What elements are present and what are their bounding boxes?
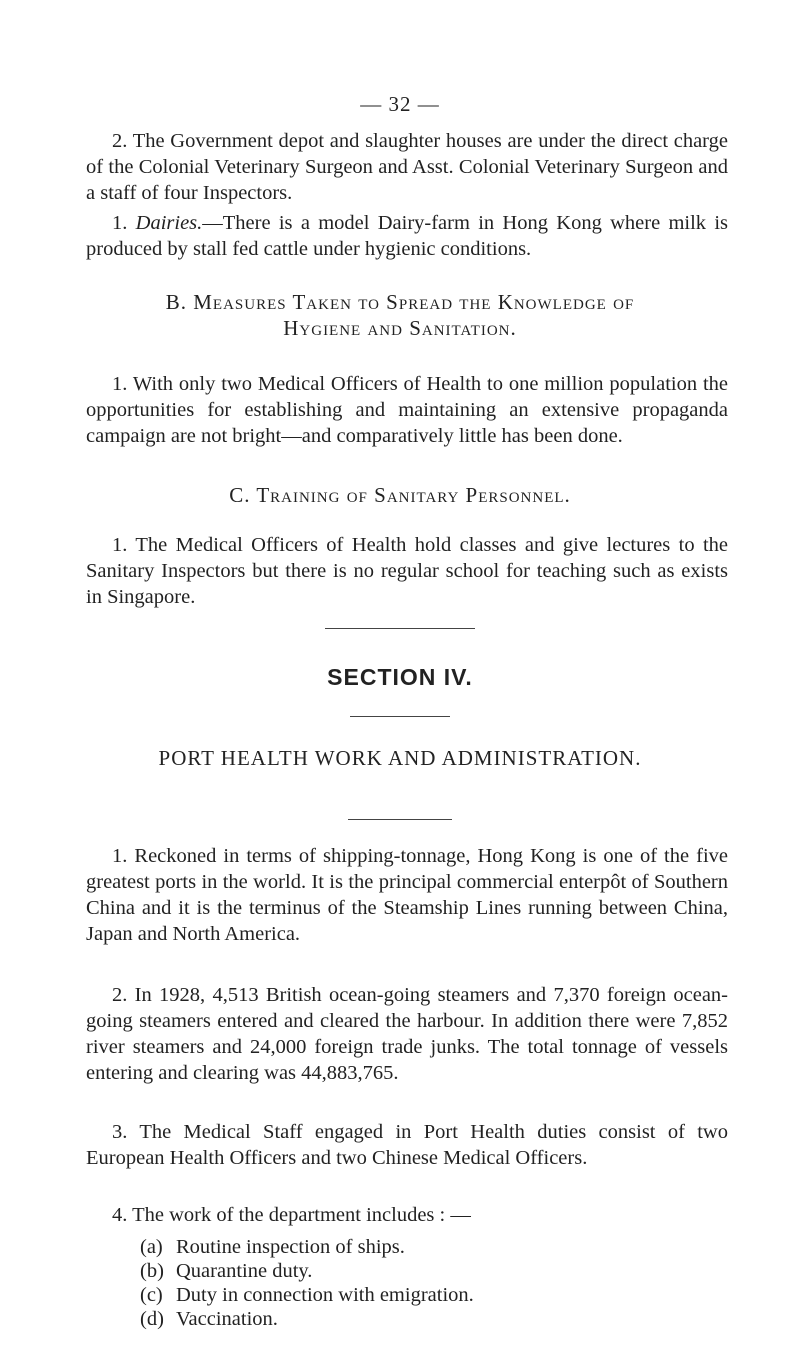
list-item xyxy=(140,1258,312,1284)
section-subtitle: PORT HEALTH WORK AND ADMINISTRATION. xyxy=(158,746,642,770)
list-item-text: Routine inspection of ships. xyxy=(176,1236,405,1258)
list-item-label: (c) xyxy=(140,1284,163,1306)
divider-middle xyxy=(350,716,450,717)
dairies-text: —There is a model Dairy-farm in Hong Kong where milk is produced by stall fed cattle under hygienic conditions. xyxy=(86,212,728,260)
list-item xyxy=(140,1234,405,1260)
paragraph-dairies xyxy=(86,210,728,262)
paragraph-port-3: 3. The Medical Staff engaged in Port Health duties consist of two European Health Officers and two Chinese Medical Officers. xyxy=(86,1121,728,1169)
dairies-title: Dairies. xyxy=(135,212,203,234)
divider-bottom xyxy=(348,819,452,820)
heading-c: C. Training of Sanitary Personnel. xyxy=(229,483,571,507)
dairies-number: 1. xyxy=(112,212,136,234)
paragraph-c1: 1. The Medical Officers of Health hold classes and give lectures to the Sanitary Inspectors but there is no regular school for teaching such as exists in Singapore. xyxy=(86,534,728,608)
list-item-label: (b) xyxy=(140,1260,164,1282)
list-item-text: Vaccination. xyxy=(176,1308,278,1330)
paragraph-port-2: 2. In 1928, 4,513 British ocean-going steamers and 7,370 foreign ocean-going steamers entered and cleared the harbour. In addition there were 7,852 river steamers and 24,000 foreign trade junks. The total tonnage of vessels entering and clearing was 44,883,765. xyxy=(86,984,728,1084)
list-item-label: (d) xyxy=(140,1308,164,1330)
list-item xyxy=(140,1282,474,1308)
list-item xyxy=(140,1306,278,1332)
list-item-label: (a) xyxy=(140,1236,163,1258)
paragraph-port-1: 1. Reckoned in terms of shipping-tonnage, Hong Kong is one of the five greatest ports in the world. It is the principal commercial enterpôt of Southern China and it is the terminus of the Steamship Lines running between China, Japan and North America. xyxy=(86,845,728,945)
heading-b-line2: Hygiene and Sanitation. xyxy=(283,316,517,340)
list-item-text: Duty in connection with emigration. xyxy=(176,1284,474,1306)
paragraph-port-4: 4. The work of the department includes : — xyxy=(112,1204,471,1226)
list-item-text: Quarantine duty. xyxy=(176,1260,313,1282)
paragraph-b1: 1. With only two Medical Officers of Health to one million population the opportunities for establishing and maintaining an extensive propaganda campaign are not bright—and comparatively little has been done. xyxy=(86,373,728,447)
heading-b-line1: B. Measures Taken to Spread the Knowledge of xyxy=(165,290,635,314)
divider-top xyxy=(325,628,475,629)
section-title: SECTION IV. xyxy=(327,664,473,690)
paragraph-govt-depot: 2. The Government depot and slaughter houses are under the direct charge of the Colonial Veterinary Surgeon and Asst. Colonial Veterinary Surgeon and a staff of four Inspectors. xyxy=(86,130,728,204)
page-number: — 32 — xyxy=(360,92,440,116)
